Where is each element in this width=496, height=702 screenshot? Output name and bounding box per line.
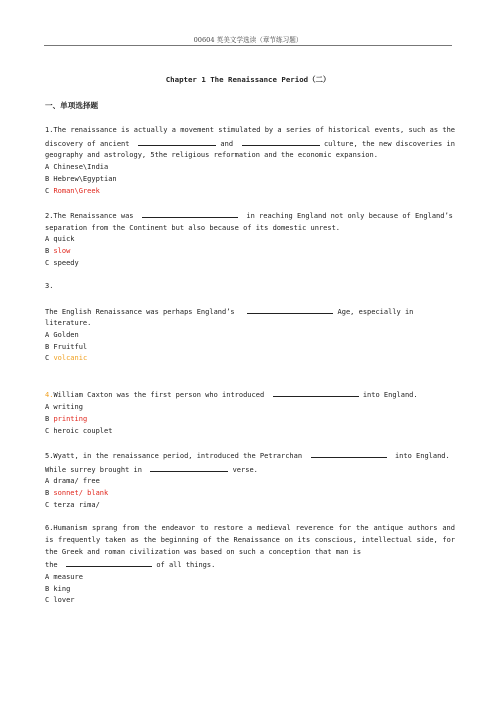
option-a: A writing <box>45 403 83 412</box>
question-number: 3. <box>45 282 54 291</box>
option-a: A drama/ free <box>45 477 100 486</box>
option-c: C volcanic <box>45 354 88 363</box>
correct-answer: Roman\Greek <box>53 186 100 195</box>
correct-answer: volcanic <box>53 354 88 363</box>
option-b: B Hebrew\Egyptian <box>45 174 117 183</box>
page-header: 00604 英美文学选读（章节练习题） <box>193 36 303 44</box>
option-b: B king <box>45 584 71 593</box>
option-b: B printing <box>45 414 88 423</box>
header-divider <box>44 45 452 46</box>
correct-answer: sonnet/ blank <box>53 489 109 498</box>
option-b: B Fruitful <box>45 342 88 351</box>
answer-blank <box>150 463 228 472</box>
option-a: A measure <box>45 572 83 581</box>
question-2 <box>45 209 455 270</box>
option-c: C speedy <box>45 258 79 267</box>
question-stem: 4.William Caxton was the first person who introduced into England. <box>45 388 455 402</box>
option-c: C heroic couplet <box>45 426 113 435</box>
question-number: 4. <box>45 391 54 400</box>
question-3 <box>45 281 455 365</box>
question-1 <box>45 125 455 197</box>
option-c: C lover <box>45 596 75 605</box>
answer-blank <box>66 558 152 567</box>
option-a: A quick <box>45 235 75 244</box>
question-stem-line-2: While surrey brought in verse. <box>45 463 455 477</box>
option-c: C Roman\Greek <box>45 186 100 195</box>
answer-blank <box>311 449 387 458</box>
option-a: A Golden <box>45 330 79 339</box>
question-stem: 2.The Renaissance was in reaching England not only because of England’s separation from the Continent but also because of its domestic unrest. <box>45 209 455 234</box>
chapter-title: Chapter 1 The Renaissance Period（二） <box>165 75 331 84</box>
question-5 <box>45 449 455 512</box>
question-stem: The English Renaissance was perhaps England’s Age, especially in literature. <box>45 305 455 330</box>
question-6 <box>45 523 455 607</box>
section-heading: 一、单项选择题 <box>45 101 99 110</box>
question-4 <box>45 388 455 437</box>
question-stem: 6.Humanism sprang from the endeavor to restore a medieval reverence for the antique authors and is frequently taken as the beginning of the Renaissance on its conscious, intellectual side, for the Greek and roman civilization was based on such a conception that man is <box>45 524 455 556</box>
answer-blank <box>142 209 238 218</box>
answer-blank <box>247 305 333 314</box>
question-stem: 1.The renaissance is actually a movement stimulated by a series of historical events, such as the discovery of ancient and culture, the new discoveries in geography and astrology, 5the religious reformation and the economic expansion. <box>45 126 455 160</box>
option-c: C terza rima/ <box>45 500 100 509</box>
question-stem-line-2: the of all things. <box>45 558 455 572</box>
option-b: B slow <box>45 247 71 256</box>
correct-answer: printing <box>53 414 88 423</box>
correct-answer: slow <box>53 247 71 256</box>
answer-blank <box>242 137 320 146</box>
option-a: A Chinese\India <box>45 163 109 172</box>
questions-list <box>45 125 455 607</box>
answer-blank <box>138 137 216 146</box>
answer-blank <box>273 388 359 397</box>
option-b: B sonnet/ blank <box>45 489 109 498</box>
question-stem: 5.Wyatt, in the renaissance period, introduced the Petrarchan into England. <box>45 449 455 463</box>
